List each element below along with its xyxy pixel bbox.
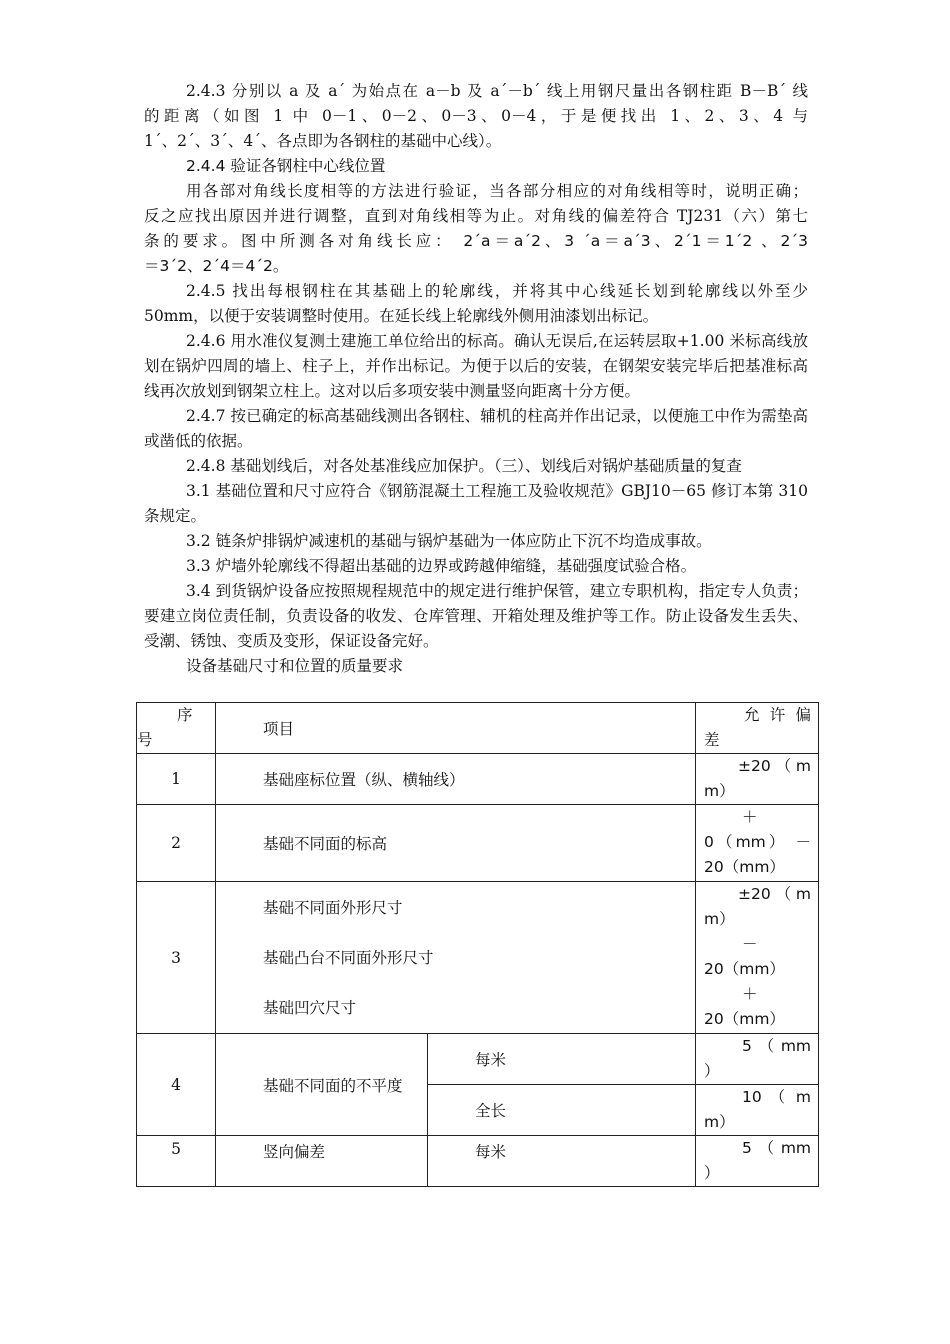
row5-item: 竖向偏差 <box>216 1136 428 1187</box>
row5-tolerance <box>696 1136 819 1187</box>
para-2-4-8: 2.4.8 基础划线后，对各处基准线应加保护。（三）、划线后对锅炉基础质量的复查 <box>186 457 742 475</box>
row5-number: 5 <box>137 1136 216 1187</box>
header-tolerance-line2: 差 <box>704 731 720 749</box>
row3-tolerance-line3: － <box>742 935 758 953</box>
header-number-line2: 号 <box>137 731 153 749</box>
row3-item-2: 基础凸台不同面外形尺寸 <box>263 948 434 967</box>
row4-sub1: 每米 <box>428 1034 696 1085</box>
header-item: 项目 <box>216 703 696 754</box>
row1-tolerance <box>696 754 819 805</box>
para-2-4-4-line4: ＝3´2、2´4＝4´2。 <box>144 257 289 275</box>
header-tolerance <box>696 703 819 754</box>
row5-tolerance-line1: 5（mm <box>742 1139 812 1157</box>
row2-tolerance-line3: 20（mm） <box>704 858 785 876</box>
table-caption: 设备基础尺寸和位置的质量要求 <box>186 657 404 675</box>
para-2-4-3-line3: 1´、2´、3´、4´、各点即为各钢柱的基础中心线）。 <box>144 132 502 150</box>
row2-tolerance-line2: 0（mm） － <box>704 833 812 851</box>
para-2-4-6: 2.4.6 用水准仪复测土建施工单位给出的标高。确认无误后,在运转层取+1.00 米标高线放划在锅炉四周的墙上、柱子上，并作出标记。为便于以后的安装，在钢架安装完毕后把基准标高线再次放划到钢架立柱上。这对以后多项安装中测量竖向距离十分方便。 <box>144 332 808 400</box>
para-2-4-4-line2: 反之应找出原因并进行调整，直到对角线相等为止。对角线的偏差符合 TJ231（六）第七 <box>144 207 808 225</box>
row3-tolerance-line6: 20（mm） <box>704 1010 785 1028</box>
table-row <box>137 1034 819 1085</box>
para-3-4: 3.4 到货锅炉设备应按照规程规范中的规定进行维护保管，建立专职机构，指定专人负责；要建立岗位责任制，负责设备的收发、仓库管理、开箱处理及维护等工作。防止设备发生丢失、受潮、锈蚀、变质及变形，保证设备完好。 <box>144 582 808 650</box>
para-2-4-4-line1: 用各部对角线长度相等的方法进行验证，当各部分相应的对角线相等时，说明正确； <box>186 182 808 200</box>
para-3-2: 3.2 链条炉排锅炉减速机的基础与锅炉基础为一体应防止下沉不均造成事故。 <box>186 532 712 550</box>
table-row <box>137 805 819 882</box>
header-tolerance-line1: 允许偏 <box>744 706 812 724</box>
para-2-4-3-line2: 的距离（如图 1 中 0－1、0－2、0－3、0－4，于是便找出 1、2、3、4 与 <box>144 107 808 125</box>
row3-tolerance <box>696 882 819 1034</box>
para-3-3: 3.3 炉墙外轮廓线不得超出基础的边界或跨越伸缩缝，基础强度试验合格。 <box>186 557 697 575</box>
row4-sub1-tolerance-line1: 5（mm <box>742 1037 812 1055</box>
row3-items <box>216 882 696 1034</box>
row4-sub2: 全长 <box>428 1085 696 1136</box>
row4-sub2-tolerance <box>696 1085 819 1136</box>
row3-tolerance-line2: m） <box>704 910 735 928</box>
row5-tolerance-line2: ） <box>704 1164 720 1182</box>
row4-sub2-tolerance-line1: 10 （ m <box>742 1088 812 1106</box>
row4-sub1-tolerance <box>696 1034 819 1085</box>
row1-item: 基础座标位置（纵、横轴线） <box>216 754 696 805</box>
para-2-4-3-line1: 2.4.3 分别以 a 及 a´ 为始点在 a－b 及 a´－b´ 线上用钢尺量出各钢柱距 B－B´ 线 <box>186 82 808 100</box>
table-row <box>137 882 819 1034</box>
row4-item: 基础不同面的不平度 <box>216 1034 428 1136</box>
row2-tolerance <box>696 805 819 882</box>
table-row <box>137 1136 819 1187</box>
row1-tolerance-line2: m） <box>704 782 735 800</box>
row3-tolerance-line4: 20（mm） <box>704 960 785 978</box>
para-2-4-7: 2.4.7 按已确定的标高基础线测出各钢柱、辅机的柱高并作出记录，以便施工中作为需垫高或凿低的依据。 <box>144 407 808 450</box>
section-2-4-4-title: 2.4.4 验证各钢柱中心线位置 <box>186 157 386 175</box>
para-2-4-4-line3: 条的要求。图中所测各对角线长应： 2´a＝a´2、3 ´a＝a´3、2´1＝1´2 、2´3 <box>144 232 808 250</box>
row3-number: 3 <box>137 882 216 1034</box>
row1-number: 1 <box>137 754 216 805</box>
row3-item-1: 基础不同面外形尺寸 <box>263 898 403 917</box>
row5-sub: 每米 <box>428 1136 696 1187</box>
row3-tolerance-line1: ±20（m <box>738 885 812 903</box>
row4-sub2-tolerance-line2: m） <box>704 1113 735 1131</box>
header-number <box>137 703 216 754</box>
row4-sub1-tolerance-line2: ） <box>704 1062 720 1080</box>
row4-number: 4 <box>137 1034 216 1136</box>
row2-tolerance-line1: ＋ <box>742 808 758 826</box>
header-number-line1: 序 <box>177 706 193 724</box>
table-header-row <box>137 703 819 754</box>
row3-item-3: 基础凹穴尺寸 <box>263 998 357 1017</box>
row3-tolerance-line5: ＋ <box>742 985 758 1003</box>
row1-tolerance-line1: ±20（m <box>738 757 812 775</box>
quality-requirements-table <box>136 702 819 1187</box>
row2-number: 2 <box>137 805 216 882</box>
table-row <box>137 754 819 805</box>
row2-item: 基础不同面的标高 <box>216 805 696 882</box>
para-2-4-5: 2.4.5 找出每根钢柱在其基础上的轮廓线，并将其中心线延长划到轮廓线以外至少 50mm，以便于安装调整时使用。在延长线上轮廓线外侧用油漆划出标记。 <box>144 282 808 325</box>
para-3-1: 3.1 基础位置和尺寸应符合《钢筋混凝土工程施工及验收规范》GBJ10－65 修订本第 310 条规定。 <box>144 482 808 525</box>
